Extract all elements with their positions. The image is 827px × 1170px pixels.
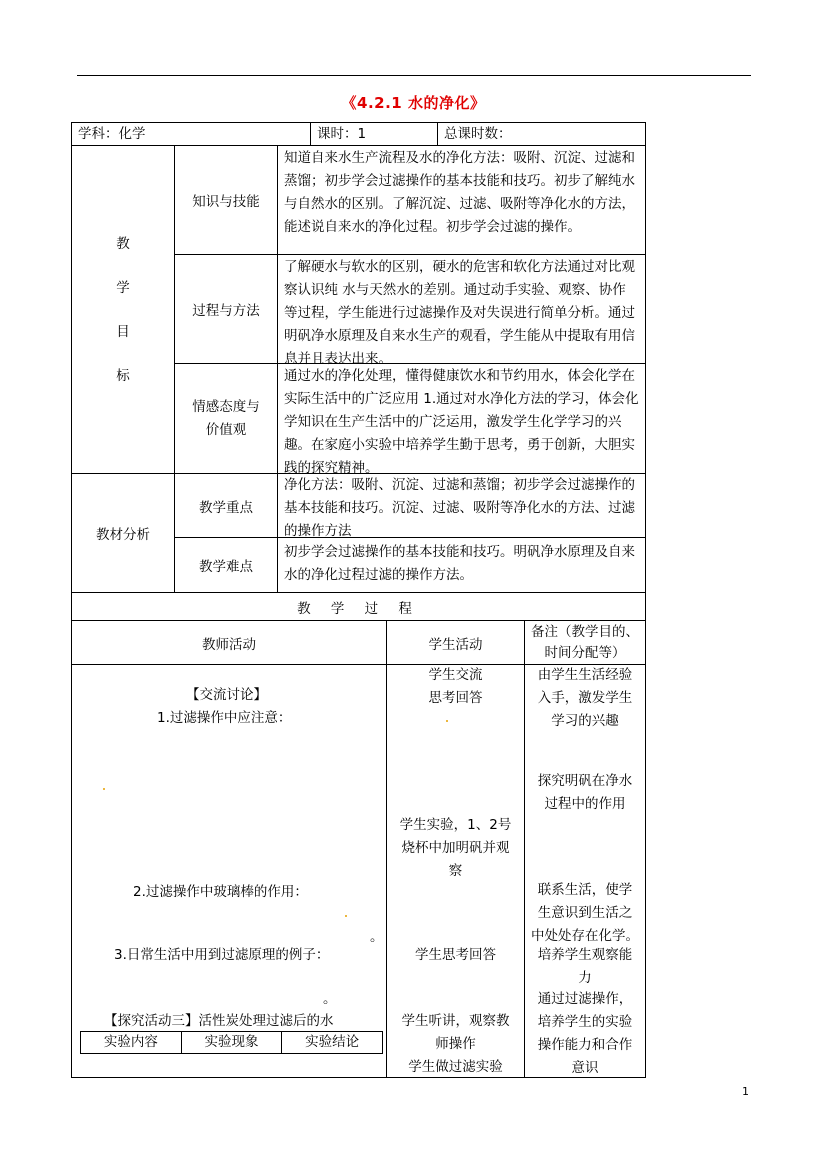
note-block-5 [524,988,646,1080]
difficulty-text: 初步学会过滤操作的基本技能和技巧。明矾净水原理及自来水的净化过程过滤的操作方法。 [284,544,635,583]
page-title: 《4.2.1 水的净化》 [341,94,486,112]
col-note-cell [524,620,646,665]
period-text: 课时：1 [317,126,367,142]
student-block-1 [386,664,525,710]
key-text-cell [277,473,646,538]
note-block-1 [524,664,646,733]
note-block-3 [524,879,646,948]
note-5-line-1: 通过过滤操作， [537,991,633,1007]
key-label: 教学重点 [199,499,253,516]
experiment-col-conclusion: 实验结论 [305,1034,360,1050]
emotion-label-2: 价值观 [205,421,247,438]
emotion-label-cell [174,363,278,474]
note-1-line-3: 学习的兴趣 [551,713,619,729]
student-1-line-1: 学生交流 [428,667,483,683]
col-note-2: 时间分配等） [544,644,626,661]
difficulty-text-cell [277,537,646,593]
key-label-cell [174,473,278,538]
col-teacher-cell [71,620,387,665]
total-periods-cell [437,122,646,146]
question-3: 3.日常生活中用到过滤原理的例子： [114,947,330,963]
note-3-line-3: 中处处存在化学。 [531,928,639,944]
decor-dot [103,788,105,790]
discuss-title: 【交流讨论】 [186,687,267,703]
note-4-line-1: 培养学生观察能 [537,947,633,963]
note-1-line-1: 由学生生活经验 [537,667,633,683]
experiment-col-content: 实验内容 [81,1032,182,1053]
emotion-label-1: 情感态度与 [192,398,260,415]
note-5-line-3: 操作能力和合作 [537,1037,633,1053]
note-4-line-2: 力 [578,970,592,986]
objectives-char-2: 学 [116,279,130,296]
key-text: 净化方法：吸附、沉淀、过滤和蒸馏；初步学会过滤操作的基本技能和技巧。沉淀、过滤、吸附等净化水的方法、过滤的操作方法 [284,477,635,539]
experiment-col-phenomenon: 实验现象 [182,1032,283,1053]
emotion-text: 通过水的净化处理，懂得健康饮水和节约用水，体会化学在实际生活中的广泛应用 1.通过对水净化方法的学习，体会化学知识在生产生活中的广泛运用，激发学生化学学习的兴趣。在家庭小实验中培养学生勤于思考，勇于创新，大胆实践的探究精神。 [284,368,639,476]
decor-dot [446,720,448,722]
period-mark-1: 。 [370,929,384,945]
student-2-line-3: 察 [448,863,463,879]
note-2-line-1: 探究明矾在净水 [537,773,633,789]
activity-3-title: 【探究活动三】活性炭处理过滤后的水 [104,1013,334,1029]
student-4-line-1: 学生听讲，观察教 [401,1013,510,1029]
difficulty-label-cell [174,537,278,593]
experiment-table [80,1031,383,1054]
student-block-3 [386,944,525,967]
difficulty-label: 教学难点 [199,559,253,575]
analysis-section-label [71,473,175,593]
subject-cell [71,122,311,146]
student-4-line-3: 学生做过滤实验 [408,1059,503,1075]
decor-dot [345,915,347,917]
col-student: 学生活动 [428,636,483,653]
note-5-line-2: 培养学生的实验 [537,1014,633,1030]
question-2: 2.过滤操作中玻璃棒的作用： [133,884,308,900]
question-1: 1.过滤操作中应注意： [157,710,292,726]
subject-text: 学科：化学 [78,126,146,142]
page-number: 1 [742,1085,749,1098]
col-note-1: 备注（教学目的、 [531,623,639,640]
note-3-line-1: 联系生活，使学 [537,882,633,898]
header-rule [77,75,751,76]
knowledge-text-cell [277,145,646,255]
process-section-title-cell [71,592,646,621]
student-1-line-2: 思考回答 [428,690,483,706]
objectives-char-4: 标 [116,367,130,384]
student-block-4 [386,1010,525,1079]
col-student-cell [386,620,525,665]
note-3-line-2: 生意识到生活之 [537,905,633,921]
note-block-2 [524,770,646,816]
process-section-title: 教 学 过 程 [297,600,420,617]
process-text: 了解硬水与软水的区别，硬水的危害和软化方法通过对比观察认识纯 水与天然水的差别。通过动手实验、观察、协作等过程，学生能进行过滤操作及对失误进行简单分析。通过明矾净水原理及自来水生产的观看，学生能从中提取有用信息并且表达出来。 [284,259,635,367]
emotion-text-cell [277,363,646,474]
knowledge-label-cell [174,145,278,255]
student-4-line-2: 师操作 [435,1036,476,1052]
student-block-2 [386,814,525,883]
process-label-cell [174,254,278,364]
objectives-section-label [71,145,175,474]
col-teacher: 教师活动 [202,636,256,653]
process-label: 过程与方法 [192,303,260,319]
note-block-4 [524,944,646,990]
period-cell [310,122,438,146]
student-3-line-1: 学生思考回答 [415,947,496,963]
student-2-line-2: 烧杯中加明矾并观 [401,840,510,856]
student-2-line-1: 学生实验，1、2号 [399,817,512,833]
objectives-char-1: 教 [116,235,130,252]
total-periods-text: 总课时数： [444,126,512,142]
objectives-char-3: 目 [116,323,130,340]
process-text-cell [277,254,646,367]
knowledge-text: 知道自来水生产流程及水的净化方法：吸附、沉淀、过滤和蒸馏；初步学会过滤操作的基本技能和技巧。初步了解纯水与自然水的区别。了解沉淀、过滤、吸附等净化水的方法，能述说自来水的净化过程。初步学会过滤的操作。 [284,150,635,235]
note-2-line-2: 过程中的作用 [544,796,626,812]
analysis-label: 教材分析 [96,527,150,543]
period-mark-2: 。 [323,991,337,1007]
knowledge-label: 知识与技能 [192,194,260,210]
note-1-line-2: 入手，激发学生 [537,690,633,706]
note-5-line-4: 意识 [571,1060,599,1076]
